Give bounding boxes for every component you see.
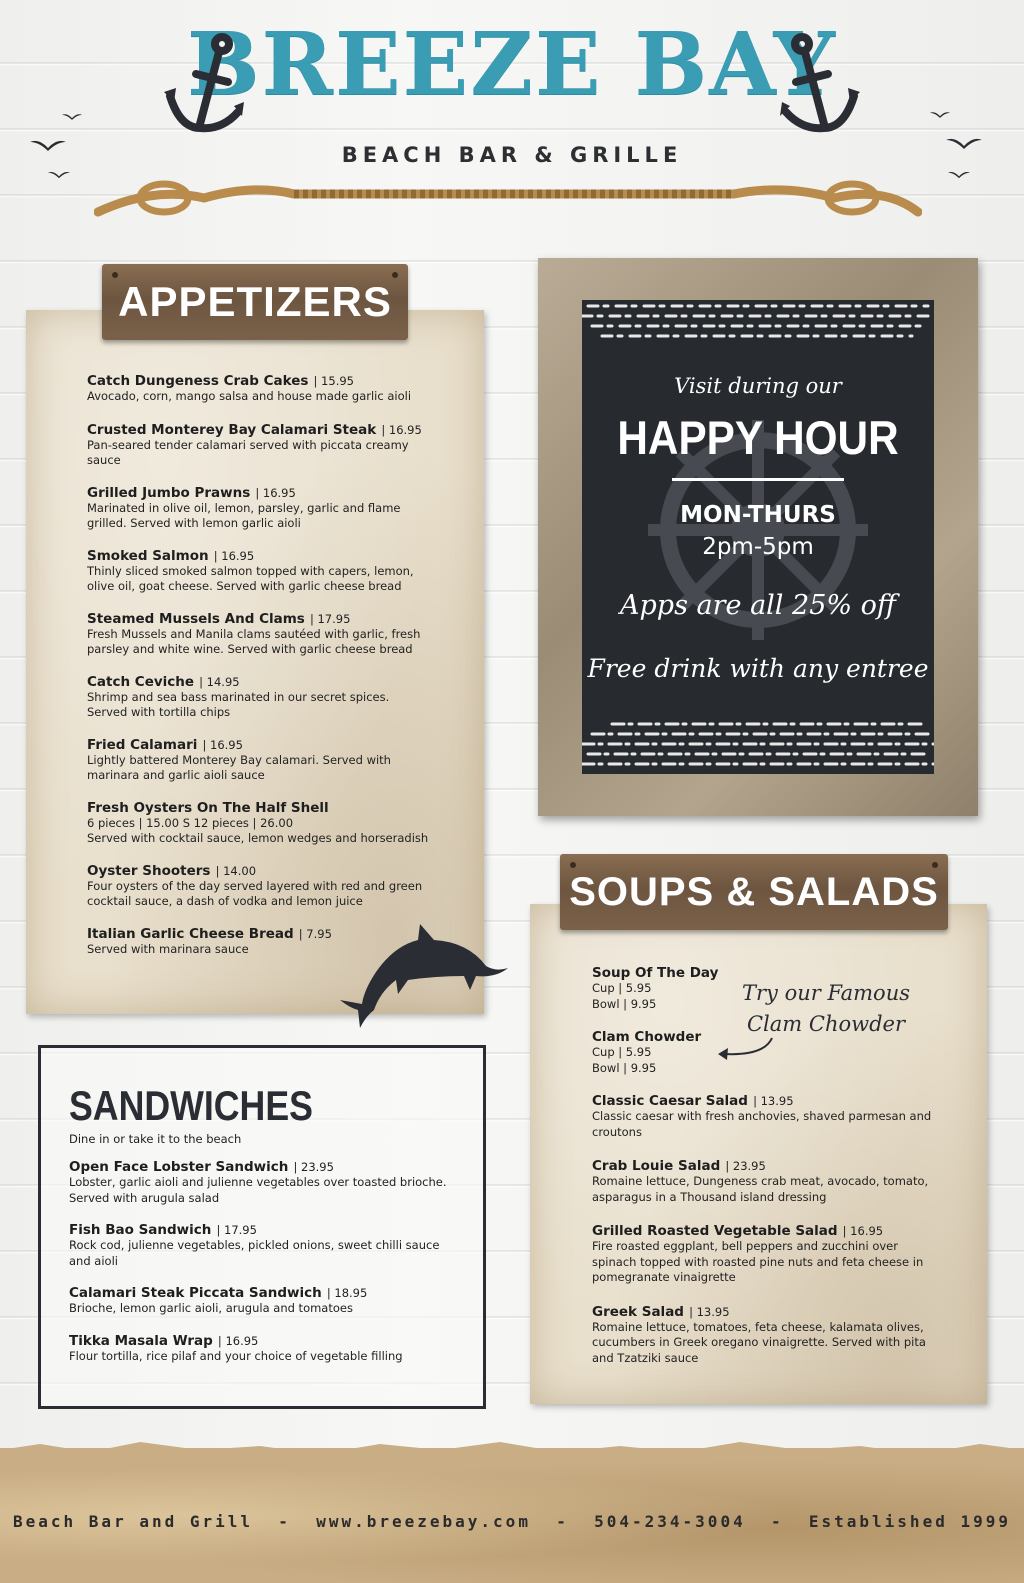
item-price: | 13.95 xyxy=(753,1094,794,1108)
item-name: Italian Garlic Cheese Bread xyxy=(87,925,294,942)
chowder-promo-line2: Clam Chowder xyxy=(746,1012,905,1036)
item-price: | 15.95 xyxy=(313,374,354,388)
item-description: Avocado, corn, mango salsa and house made garlic aioli xyxy=(87,389,412,403)
happy-hour-days: MON-THURS xyxy=(680,502,836,528)
item-description: Cup | 5.95 Bowl | 9.95 xyxy=(592,981,657,1011)
item-description: Marinated in olive oil, lemon, parsley, garlic and flame grilled. Served with lemon garlic aioli xyxy=(87,500,401,530)
item-name: Steamed Mussels And Clams xyxy=(87,610,305,627)
happy-hour-intro: Visit during our xyxy=(674,374,842,398)
menu-item xyxy=(87,482,432,532)
soups-list xyxy=(592,962,932,1379)
item-description: Cup | 5.95 Bowl | 9.95 xyxy=(592,1045,657,1075)
item-name: Smoked Salmon xyxy=(87,547,209,564)
menu-item xyxy=(87,734,432,784)
menu-item xyxy=(592,1220,932,1286)
dolphin-icon xyxy=(336,920,512,1030)
item-description: Brioche, lemon garlic aioli, arugula and tomatoes xyxy=(69,1301,353,1315)
soups-sign xyxy=(560,854,948,930)
menu-item xyxy=(87,419,432,469)
item-price: | 16.95 xyxy=(842,1224,884,1238)
item-name: Crab Louie Salad xyxy=(592,1158,721,1174)
seagull-icon xyxy=(946,136,982,150)
item-description: Romaine lettuce, Dungeness crab meat, avocado, tomato, asparagus in a Thousand island dressing xyxy=(592,1174,929,1204)
happy-hour-board xyxy=(582,300,934,774)
divider xyxy=(672,478,844,481)
item-price: | 16.95 xyxy=(255,485,296,500)
item-price: | 14.95 xyxy=(199,674,240,689)
item-name: Fresh Oysters On The Half Shell xyxy=(87,799,329,816)
happy-hour-offer-apps: Apps are all 25% off xyxy=(620,590,896,621)
item-description: Fresh Mussels and Manila clams sautéed with garlic, fresh parsley and white wine. Served with garlic cheese bread xyxy=(87,626,421,656)
item-description: Thinly sliced smoked salmon topped with capers, lemon, olive oil, goat cheese. Served with garlic cheese bread xyxy=(87,563,414,593)
item-description: Romaine lettuce, tomatoes, feta cheese, kalamata olives, cucumbers in Greek oregano vinaigrette. Served with pita and Tzatziki sauce xyxy=(592,1319,926,1365)
item-name: Grilled Jumbo Prawns xyxy=(87,484,251,501)
item-description: Four oysters of the day served layered with red and green cocktail sauce, a dash of vodka and lemon juice xyxy=(87,878,423,908)
appetizers-list xyxy=(87,370,432,970)
footer-info: Beach Bar and Grill - www.breezebay.com - 504-234-3004 - Established 1999 xyxy=(13,1512,1011,1531)
wave-decoration xyxy=(582,716,934,772)
anchor-icon xyxy=(780,32,860,142)
item-description: Classic caesar with fresh anchovies, shaved parmesan and croutons xyxy=(592,1109,932,1139)
item-name: Tikka Masala Wrap xyxy=(69,1332,213,1349)
menu-item xyxy=(592,1026,932,1076)
item-price: | 7.95 xyxy=(298,926,332,941)
restaurant-subtitle: BEACH BAR & GRILLE xyxy=(341,143,683,167)
seagull-icon xyxy=(930,110,950,119)
menu-item xyxy=(592,1301,932,1367)
sandwiches-heading: SANDWICHES xyxy=(69,1082,313,1129)
item-price: | 16.95 xyxy=(202,737,243,752)
appetizers-heading: APPETIZERS xyxy=(118,278,392,325)
chowder-promo-line1: Try our Famous xyxy=(742,981,910,1005)
item-description: 6 pieces | 15.00 S 12 pieces | 26.00 Served with cocktail sauce, lemon wedges and horseradish xyxy=(87,815,429,845)
menu-item xyxy=(87,860,432,910)
rope-icon xyxy=(94,176,922,222)
restaurant-title: BREEZE BAY xyxy=(186,14,838,115)
item-description: Pan-seared tender calamari served with piccata creamy sauce xyxy=(87,437,409,467)
menu-item xyxy=(87,545,432,595)
item-price: | 17.95 xyxy=(216,1223,257,1237)
item-description: Served with marinara sauce xyxy=(87,941,249,956)
menu-item xyxy=(592,1155,932,1205)
menu-item xyxy=(69,1219,459,1269)
item-price: | 16.95 xyxy=(381,422,422,437)
happy-hour-time: 2pm-5pm xyxy=(702,534,814,560)
item-description: Lobster, garlic aioli and julienne vegetables over toasted brioche. Served with arugula salad xyxy=(69,1175,447,1205)
menu-item xyxy=(592,962,932,1012)
item-price: | 23.95 xyxy=(293,1160,334,1174)
item-price: | 18.95 xyxy=(326,1286,368,1300)
menu-item xyxy=(69,1156,459,1206)
happy-hour-title: HAPPY HOUR xyxy=(617,411,899,464)
seagull-icon xyxy=(30,138,66,152)
item-description: Fire roasted eggplant, bell peppers and zucchini over spinach topped with roasted pine nuts and feta cheese in pomegranate vinaigrette xyxy=(592,1239,924,1284)
item-price: | 16.95 xyxy=(213,548,255,563)
item-price: | 14.00 xyxy=(215,863,257,878)
item-name: Oyster Shooters xyxy=(87,862,211,879)
item-name: Catch Dungeness Crab Cakes xyxy=(87,373,309,389)
item-description: Rock cod, julienne vegetables, pickled onions, sweet chilli sauce and aioli xyxy=(69,1238,440,1268)
sandwiches-content xyxy=(69,1082,459,1377)
seagull-icon xyxy=(948,170,970,179)
item-name: Classic Caesar Salad xyxy=(592,1093,748,1109)
item-name: Open Face Lobster Sandwich xyxy=(69,1159,289,1175)
menu-item xyxy=(87,608,432,658)
item-price: | 13.95 xyxy=(689,1304,730,1319)
item-price: | 16.95 xyxy=(217,1333,259,1348)
item-name: Soup Of The Day xyxy=(592,965,719,981)
appetizers-sign xyxy=(102,264,408,340)
item-name: Fish Bao Sandwich xyxy=(69,1222,212,1238)
torn-edge xyxy=(0,1440,1024,1460)
item-name: Clam Chowder xyxy=(592,1029,702,1045)
item-name: Greek Salad xyxy=(592,1303,684,1320)
wave-decoration xyxy=(582,300,934,344)
seagull-icon xyxy=(48,170,70,179)
item-description: Lightly battered Monterey Bay calamari. Served with marinara and garlic aioli sauce xyxy=(87,752,391,782)
menu-item xyxy=(87,797,432,847)
item-name: Grilled Roasted Vegetable Salad xyxy=(592,1223,838,1239)
happy-hour-offer-drink: Free drink with any entree xyxy=(587,654,929,683)
anchor-icon xyxy=(164,32,244,142)
menu-item xyxy=(69,1282,459,1317)
item-price: | 17.95 xyxy=(309,611,351,626)
soups-heading: SOUPS & SALADS xyxy=(569,870,939,914)
item-name: Calamari Steak Piccata Sandwich xyxy=(69,1285,322,1301)
sandwiches-panel xyxy=(38,1045,486,1409)
sandwiches-tagline: Dine in or take it to the beach xyxy=(69,1132,242,1146)
item-description: Shrimp and sea bass marinated in our secret spices. Served with tortilla chips xyxy=(87,689,390,719)
item-price: | 23.95 xyxy=(725,1159,766,1173)
menu-item xyxy=(592,1090,932,1140)
item-name: Catch Ceviche xyxy=(87,673,195,690)
item-name: Fried Calamari xyxy=(87,736,198,753)
menu-item xyxy=(69,1330,459,1365)
item-description: Flour tortilla, rice pilaf and your choice of vegetable filling xyxy=(69,1348,403,1363)
seagull-icon xyxy=(62,112,82,121)
menu-item xyxy=(87,370,432,405)
menu-item xyxy=(87,671,432,721)
item-name: Crusted Monterey Bay Calamari Steak xyxy=(87,421,377,438)
